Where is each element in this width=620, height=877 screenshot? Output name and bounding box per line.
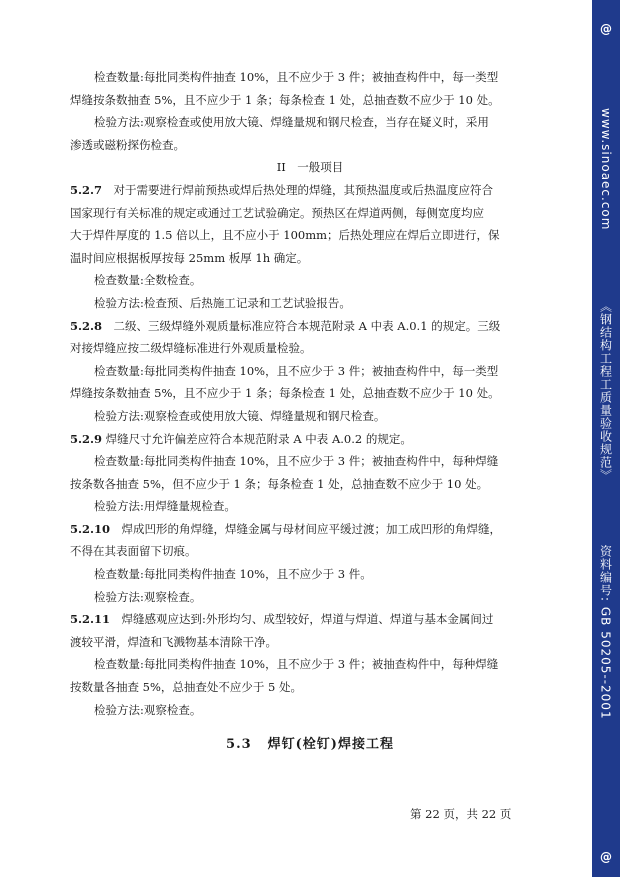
chapter-number: 5.3 xyxy=(226,737,252,753)
text-line: 焊缝按条数抽查 5%，且不应少于 1 条；每条检查 1 处，总抽查数不应少于 10 处。 xyxy=(70,92,500,107)
text-line: 检验方法:用焊缝量规检查。 xyxy=(94,499,236,514)
document-code: 资料编号: GB 50205--2001 xyxy=(598,545,613,720)
text-line: 国家现行有关标准的规定或通过工艺试验确定。预热区在焊道两侧，每侧宽度均应 xyxy=(70,205,484,220)
side-banner xyxy=(592,0,620,877)
clause-5-2-8 xyxy=(70,315,550,338)
text-line: 渡较平滑，焊渣和飞溅物基本清除干净。 xyxy=(70,634,277,649)
at-icon: @ xyxy=(600,850,612,864)
clause-5-2-11 xyxy=(70,608,550,631)
text-line: 检查数量:每批同类构件抽查 10%，且不应少于 3 件；被抽查构件中，每一类型 xyxy=(94,70,499,84)
at-icon: @ xyxy=(600,22,612,36)
clause-5-2-9 xyxy=(70,428,550,451)
clause-number: 5.2.10 xyxy=(70,521,111,536)
text-line: 按条数各抽查 5%，但不应少于 1 条；每条检查 1 处，总抽查数不应少于 10 处。 xyxy=(70,476,489,491)
website-url[interactable]: www.sinoaec.com xyxy=(599,108,613,231)
clause-number: 5.2.8 xyxy=(70,318,103,333)
text-line: 检验方法:观察检查或使用放大镜、焊缝量规和钢尺检查。 xyxy=(94,408,386,423)
text-line: 按数量各抽查 5%，总抽查处不应少于 5 处。 xyxy=(70,680,303,695)
chapter-title: 焊钉(栓钉)焊接工程 xyxy=(267,737,394,753)
clause-5-2-7 xyxy=(70,179,550,202)
text-line: 检查数量:全数检查。 xyxy=(94,273,202,288)
document-body xyxy=(70,66,550,757)
text-line: 检验方法:观察检查或使用放大镜、焊缝量规和钢尺检查，当存在疑义时，采用 xyxy=(94,115,489,130)
clause-text: 焊缝尺寸允许偏差应符合本规范附录 A 中表 A.0.2 的规定。 xyxy=(105,431,412,446)
text-line: 检验方法:观察检查。 xyxy=(94,702,202,717)
text-line: 检验方法:观察检查。 xyxy=(94,589,202,604)
clause-text: 二级、三级焊缝外观质量标准应符合本规范附录 A 中表 A.0.1 的规定。三级 xyxy=(113,318,501,333)
clause-text: 焊缝感观应达到:外形均匀、成型较好，焊道与焊道、焊道与基本金属间过 xyxy=(121,612,494,627)
text-line: 温时间应根据板厚按每 25mm 板厚 1h 确定。 xyxy=(70,250,309,265)
text-line: 检验方法:检查预、后热施工记录和工艺试验报告。 xyxy=(94,295,351,310)
clause-number: 5.2.11 xyxy=(70,612,111,627)
clause-text: 焊成凹形的角焊缝，焊缝金属与母材间应平缓过渡；加工成凹形的角焊缝， xyxy=(121,521,502,536)
text-line: 大于焊件厚度的 1.5 倍以上，且不应小于 100mm；后热处理应在焊后立即进行，保 xyxy=(70,228,500,243)
clause-5-2-10 xyxy=(70,518,550,541)
document-title: 《钢结构工程工质量验收规范》 xyxy=(598,300,613,482)
clause-number: 5.2.9 xyxy=(70,431,103,446)
clause-number: 5.2.7 xyxy=(70,182,103,197)
text-line: 检查数量:每批同类构件抽查 10%，且不应少于 3 件。 xyxy=(94,567,372,582)
text-line: 检查数量:每批同类构件抽查 10%，且不应少于 3 件；被抽查构件中，每种焊缝 xyxy=(94,657,499,672)
chapter-heading xyxy=(70,733,550,757)
text-line: 不得在其表面留下切痕。 xyxy=(70,544,197,559)
page-number: 第 22 页，共 22 页 xyxy=(410,807,512,821)
clause-text: 对于需要进行焊前预热或焊后热处理的焊缝，其预热温度或后热温度应符合 xyxy=(113,182,494,197)
text-line: 焊缝按条数抽查 5%，且不应少于 1 条；每条检查 1 处，总抽查数不应少于 10 处。 xyxy=(70,386,500,401)
text-line: 检查数量:每批同类构件抽查 10%，且不应少于 3 件；被抽查构件中，每种焊缝 xyxy=(94,454,499,469)
section-subheading: II 一般项目 xyxy=(276,160,344,175)
text-line: 检查数量:每批同类构件抽查 10%，且不应少于 3 件；被抽查构件中，每一类型 xyxy=(94,363,499,378)
text-line: 对接焊缝应按二级焊缝标准进行外观质量检验。 xyxy=(70,341,312,356)
text-line: 渗透或磁粉探伤检查。 xyxy=(70,137,185,152)
